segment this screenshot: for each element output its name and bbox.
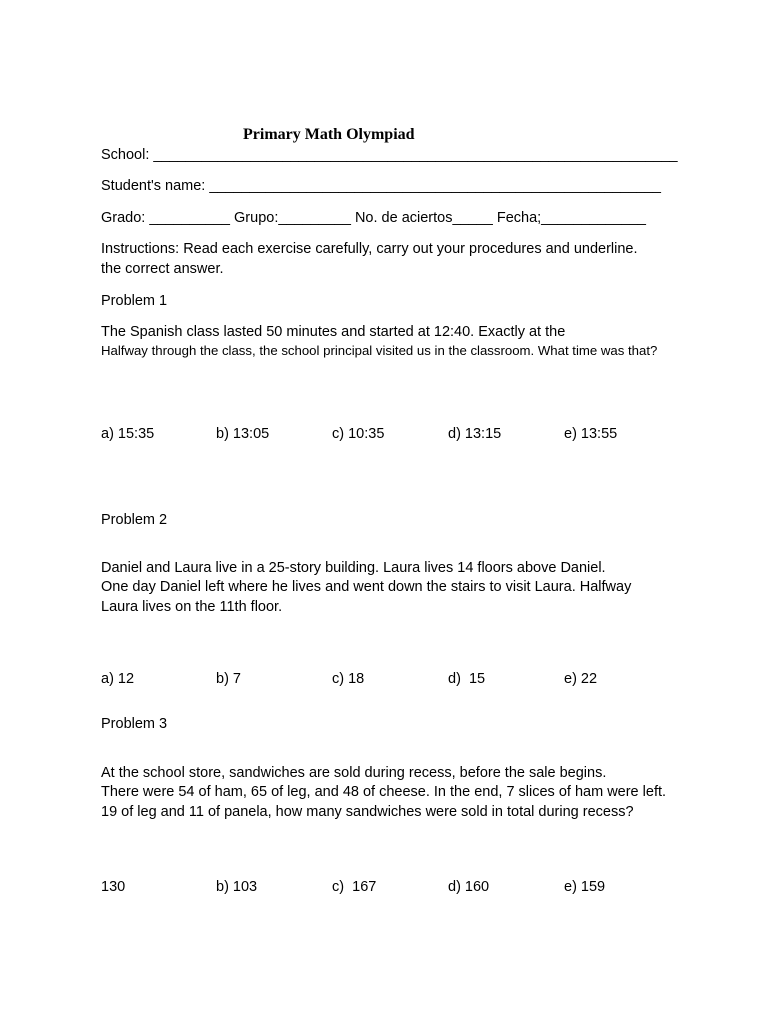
school-field: School: _________________________________________________________________ xyxy=(101,147,678,163)
problem-1-option-c: c) 10:35 xyxy=(332,426,385,442)
problem-1-text-line-2: Halfway through the class, the school principal visited us in the classroom. What time was that? xyxy=(101,343,658,358)
problem-1-text-line-1: The Spanish class lasted 50 minutes and started at 12:40. Exactly at the xyxy=(101,324,566,340)
problem-3-text-line-1: At the school store, sandwiches are sold during recess, before the sale begins. xyxy=(101,765,607,781)
student-name-field: Student's name: ________________________________________________________ xyxy=(101,178,661,194)
instructions-line-1: Instructions: Read each exercise carefully, carry out your procedures and underline. xyxy=(101,241,638,257)
problem-1-option-e: e) 13:55 xyxy=(564,426,618,442)
problem-3-heading: Problem 3 xyxy=(101,716,168,732)
problem-3-option-b: b) 103 xyxy=(216,879,258,895)
problem-3-option-d: d) 160 xyxy=(448,879,490,895)
problem-2-text-line-2: One day Daniel left where he lives and went down the stairs to visit Laura. Halfway xyxy=(101,579,632,595)
problem-2-option-c: c) 18 xyxy=(332,671,365,687)
problem-1-heading: Problem 1 xyxy=(101,293,168,309)
problem-2-text-line-1: Daniel and Laura live in a 25-story building. Laura lives 14 floors above Daniel. xyxy=(101,560,606,576)
problem-2-option-e: e) 22 xyxy=(564,671,598,687)
problem-2-option-b: b) 7 xyxy=(216,671,241,687)
problem-2-text-line-3: Laura lives on the 11th floor. xyxy=(101,599,283,615)
problem-1-option-b: b) 13:05 xyxy=(216,426,270,442)
problem-2-option-d: d) 15 xyxy=(448,671,486,687)
problem-1-options xyxy=(101,427,701,445)
problem-3-options xyxy=(101,880,701,898)
problem-3-option-e: e) 159 xyxy=(564,879,606,895)
grade-group-date-fields: Grado: __________ Grupo:_________ No. de aciertos_____ Fecha;_____________ xyxy=(101,210,646,226)
problem-2-option-a: a) 12 xyxy=(101,671,135,687)
problem-3-text-line-2: There were 54 of ham, 65 of leg, and 48 of cheese. In the end, 7 slices of ham were left. xyxy=(101,784,667,800)
problem-2-options xyxy=(101,672,701,690)
problem-3-option-a: 130 xyxy=(101,879,126,895)
problem-3-option-c: c) 167 xyxy=(332,879,377,895)
problem-1-option-d: d) 13:15 xyxy=(448,426,502,442)
problem-2-heading: Problem 2 xyxy=(101,512,168,528)
problem-3-text-line-3: 19 of leg and 11 of panela, how many sandwiches were sold in total during recess? xyxy=(101,804,634,820)
instructions-line-2: the correct answer. xyxy=(101,261,224,277)
page-title: Primary Math Olympiad xyxy=(243,126,415,143)
problem-1-option-a: a) 15:35 xyxy=(101,426,155,442)
